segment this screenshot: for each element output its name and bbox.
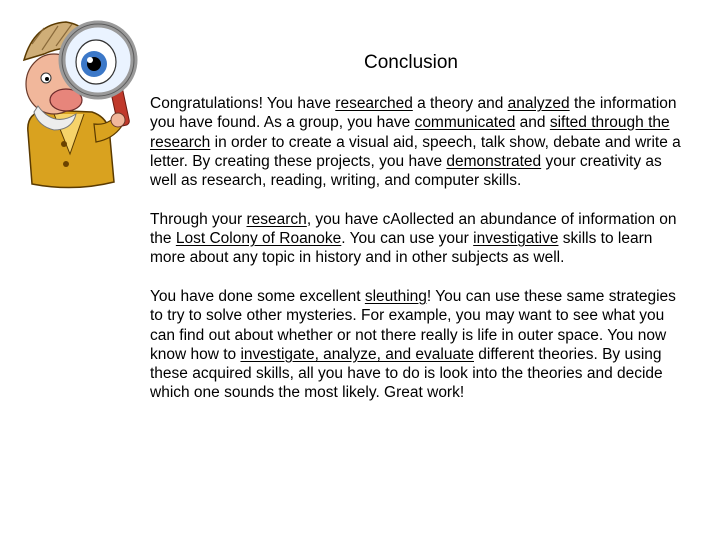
- paragraph-3: [150, 287, 690, 403]
- conclusion-body: [150, 94, 690, 422]
- underlined-term: demonstrated: [446, 152, 542, 170]
- text-segment: your creativity as well as research, reading, writing, and computer skills.: [150, 152, 662, 190]
- underlined-term: investigate, analyze, and evaluate: [240, 345, 474, 363]
- underlined-term: analyzed: [507, 95, 570, 112]
- text-segment: , you have cAollected an abundance of information on the: [150, 210, 677, 248]
- underlined-term: research: [246, 210, 307, 228]
- underlined-term: Lost Colony of Roanoke: [175, 230, 342, 248]
- underlined-term: sleuthing: [364, 287, 427, 305]
- underlined-term: communicated: [414, 114, 516, 132]
- text-segment: ! You can use these same strategies to try to solve other mysteries. For example, you may want to see what you can find out about whether or not there really is life in outer space. You now know how to: [150, 287, 676, 363]
- page-title: Conclusion: [364, 52, 458, 73]
- text-segment: You have done some excellent: [150, 287, 365, 305]
- text-segment: in order to create a visual aid, speech, talk show, debate and write a letter. By creating these projects, you have: [150, 133, 681, 170]
- paragraph-1: [150, 94, 690, 190]
- underlined-term: researched: [335, 95, 413, 112]
- text-segment: Congratulations! You have: [150, 95, 336, 112]
- text-segment: skills to learn more about any topic in history and in other subjects as well.: [150, 230, 653, 267]
- text-segment: a theory and: [412, 95, 508, 112]
- underlined-term: investigative: [473, 230, 559, 248]
- text-segment: and: [515, 114, 550, 132]
- text-segment: Through your: [150, 210, 247, 228]
- detective-with-magnifying-glass-illustration: [14, 14, 144, 194]
- underlined-term: sifted through the research: [150, 114, 670, 151]
- paragraph-2: [150, 210, 690, 268]
- text-segment: . You can use your: [341, 230, 474, 248]
- text-segment: different theories. By using these acquired skills, all you have to do is look into the theories and decide which one sounds the most likely. Great work!: [150, 345, 663, 402]
- text-segment: the information you have found. As a group, you have: [150, 95, 677, 132]
